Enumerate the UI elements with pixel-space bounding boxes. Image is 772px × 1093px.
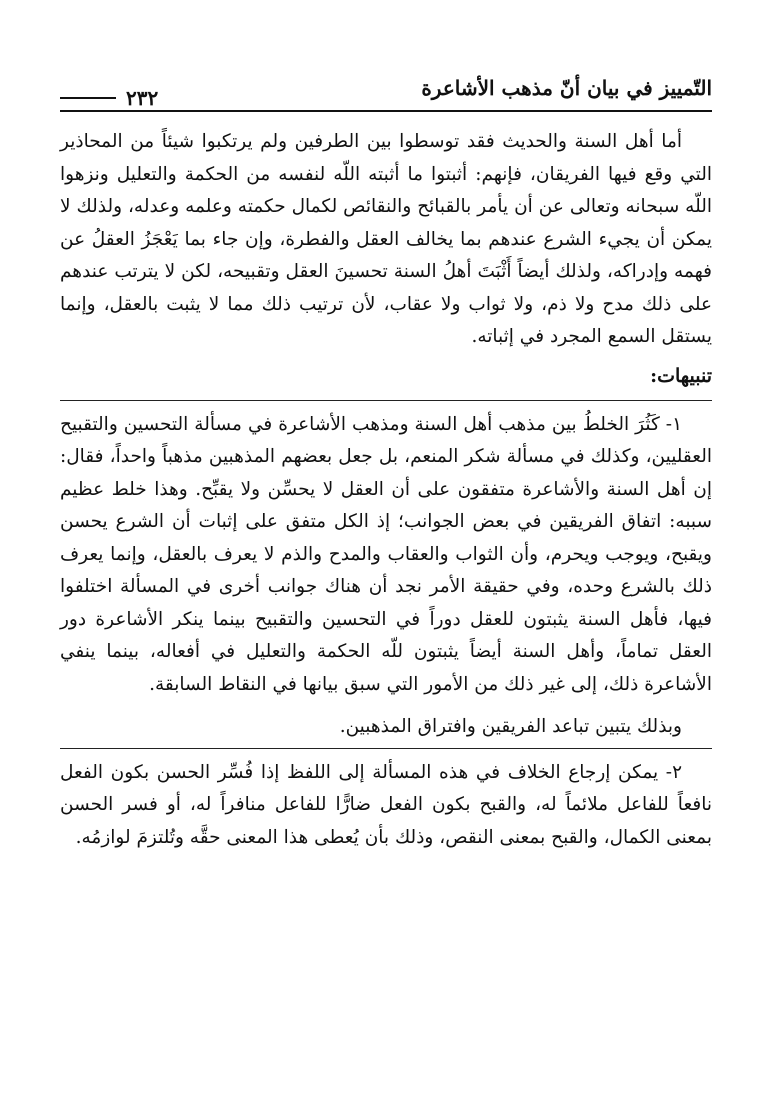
page-number: ٢٣٢ [126, 86, 159, 110]
paragraph-ahl-al-sunna: أما أهل السنة والحديث فقد توسطوا بين الطرفين ولم يرتكبوا شيئاً من المحاذير التي وقع فيها الفريقان، فإنهم: أثبتوا ما أثبته اللّه لنفسه من الحكمة والتعليل ونزهوا اللّه سبحانه وتعالى عن أن يأمر بالقبائح والنقائص لكمال حكمته وعلمه وعدله، ولذلك لا يمكن أن يجيء الشرع عندهم بما يخالف العقل والفطرة، وإن جاء بما يَعْجَزُ العقلُ عن فهمه وإدراكه، ولذلك أيضاً أَثْبَتَ أهلُ السنة تحسينَ العقل وتقبيحه، لكن لا يترتب عندهم على ذلك مدح ولا ذم، ولا ثواب ولا عقاب، لأن ترتيب ذلك مما لا يثبت بالعقل، وإنما يستقل السمع المجرد في إثباته. [60, 131, 712, 347]
page-number-block [60, 86, 158, 110]
section-divider-2 [60, 748, 712, 749]
paragraph-note-2: ٢- يمكن إرجاع الخلاف في هذه المسألة إلى اللفظ إذا فُسِّر الحسن بكون الفعل نافعاً للفاعل ملائماً له، والقبح بكون الفعل ضارًّا للفاعل منافراً له، أو فسر الحسن بمعنى الكمال، والقبح بمعنى النقص، وذلك بأن يُعطى هذا المعنى حقَّه وتُلتزمَ لوازمُه. [60, 761, 712, 848]
section-heading-notes: تنبيهات: [650, 364, 712, 387]
section-divider [60, 400, 712, 401]
running-title: التّمييز في بيان أنّ مذهب الأشاعرة [421, 76, 712, 100]
book-page [60, 70, 712, 854]
page-number-dash [60, 97, 116, 99]
paragraph-conclusion: وبذلك يتبين تباعد الفريقين وافتراق المذهبين. [339, 716, 682, 737]
paragraph-note-1: ١- كَثُرَ الخلطُ بين مذهب أهل السنة ومذهب الأشاعرة في مسألة التحسين والتقبيح العقليين، وكذلك في مسألة شكر المنعم، بل جعل بعضهم المذهبين مذهباً واحداً، فقال: إن أهل السنة والأشاعرة متفقون على أن العقل لا يحسِّن ولا يقبِّح. وهذا خلط عظيم سببه: اتفاق الفريقين في بعض الجوانب؛ إذ الكل متفق على إثبات أن الشرع يحسن ويقبح، ويوجب ويحرم، وأن الثواب والعقاب والمدح والذم لا يعرف بالعقل، وإنما يعرف ذلك بالشرع وحده، وفي حقيقة الأمر نجد أن هناك جوانب أخرى في المسألة اختلفوا فيها، فأهل السنة يثبتون للعقل دوراً في التحسين والتقبيح بينما ينكر الأشاعرة دور العقل تماماً، وأهل السنة أيضاً يثبتون للّه الحكمة والتعليل في أفعاله، بينما ينفي الأشاعرة ذلك، إلى غير ذلك من الأمور التي سبق بيانها في النقاط السابقة. [60, 413, 712, 695]
page-body [60, 126, 712, 854]
running-header [60, 70, 712, 112]
